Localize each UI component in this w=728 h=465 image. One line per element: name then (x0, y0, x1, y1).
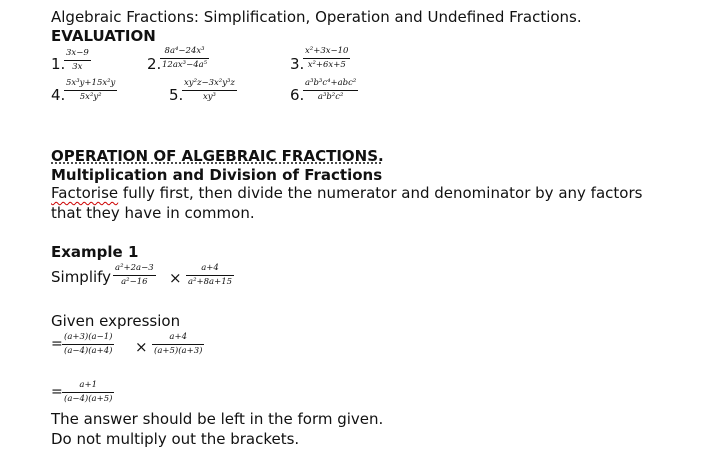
factored-fraction-1 (62, 332, 114, 357)
numerator: a³b³c⁴+abc² (305, 78, 357, 88)
item-label: 4. (51, 86, 66, 104)
operation-heading (51, 147, 384, 165)
simplify-label: Simplify (51, 268, 112, 286)
numerator: 8a⁴−24x³ (164, 46, 205, 56)
item-label: 3. (290, 55, 305, 73)
evaluation-fraction-3 (303, 46, 350, 71)
denominator: a²+8a+15 (188, 277, 233, 287)
denominator: (a−4)(a+4) (64, 346, 113, 356)
equals-sign: = (51, 384, 63, 400)
description-text: fully first, then divide the numerator and denominator by any factors (118, 184, 643, 202)
evaluation-heading: EVALUATION (51, 27, 156, 45)
numerator: xy²z−3x²y³z (184, 78, 235, 88)
denominator: (a−4)(a+5) (64, 394, 113, 404)
operation-subheading: Multiplication and Division of Fractions (51, 166, 383, 184)
numerator: x²+3x−10 (305, 46, 349, 56)
result-fraction (62, 380, 114, 405)
page-title: Algebraic Fractions: Simplification, Operation and Undefined Fractions. (51, 8, 582, 26)
numerator: 5x³y+15x²y (66, 78, 116, 88)
operation-description-line2: that they have in common. (51, 204, 255, 222)
denominator: (a+5)(a+3) (154, 346, 203, 356)
denominator: 5x²y² (64, 90, 117, 103)
spellcheck-word: Factorise (51, 184, 119, 202)
item-label: 2. (147, 55, 162, 73)
evaluation-fraction-6 (303, 78, 358, 103)
item-label: 5. (169, 86, 184, 104)
numerator: a+4 (169, 332, 188, 342)
evaluation-fraction-2 (160, 46, 209, 71)
denominator: 12ax³−4a⁵ (162, 60, 208, 70)
denominator: a²−16 (113, 275, 156, 288)
denominator: 3x (64, 60, 91, 73)
times-sign: × (135, 338, 148, 356)
denominator: a³b²c² (303, 90, 358, 103)
given-expression-label: Given expression (51, 312, 181, 330)
numerator: (a+3)(a−1) (64, 332, 113, 342)
operation-heading-text: OPERATION OF ALGEBRAIC FRACTIONS. (51, 147, 384, 165)
denominator: x²+6x+5 (303, 58, 350, 71)
factored-fraction-2 (152, 332, 204, 357)
evaluation-fraction-5 (182, 78, 237, 103)
operation-description (51, 184, 642, 202)
example-heading: Example 1 (51, 243, 139, 261)
equals-sign: = (51, 336, 63, 352)
note-line-1: The answer should be left in the form given. (51, 410, 384, 428)
example-fraction-1 (113, 263, 156, 288)
evaluation-fraction-1 (64, 48, 91, 73)
numerator: a²+2a−3 (115, 263, 154, 273)
times-sign: × (169, 269, 182, 287)
item-label: 6. (290, 86, 305, 104)
denominator: xy³ (182, 90, 237, 103)
numerator: a+4 (201, 263, 219, 273)
item-label: 1. (51, 55, 66, 73)
example-fraction-2 (186, 263, 234, 288)
evaluation-fraction-4 (64, 78, 117, 103)
numerator: 3x−9 (66, 48, 89, 58)
note-line-2: Do not multiply out the brackets. (51, 430, 300, 448)
numerator: a+1 (79, 380, 98, 390)
